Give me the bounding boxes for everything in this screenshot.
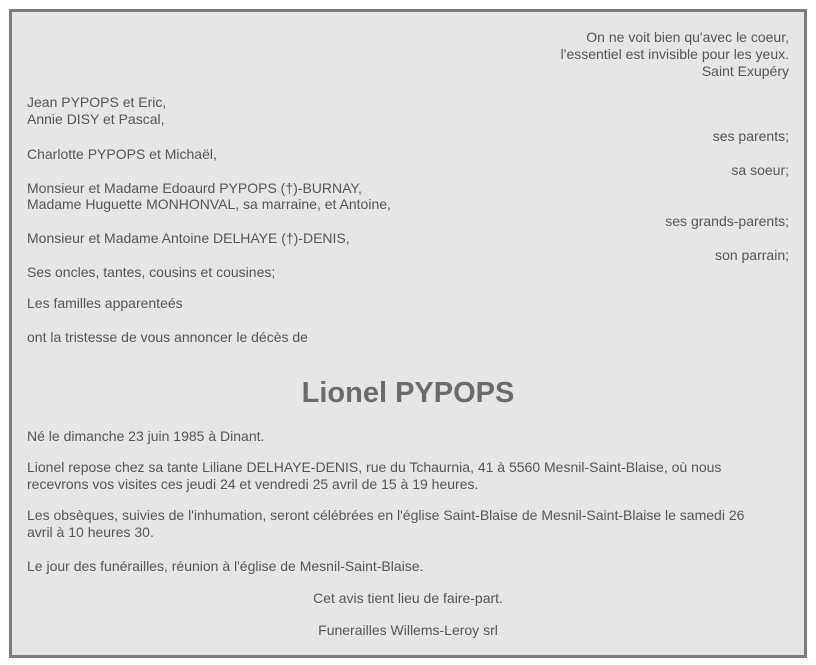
grandparents-role: ses grands-parents; xyxy=(665,213,789,229)
notice-line: Cet avis tient lieu de faire-part. xyxy=(313,590,503,606)
relatives-line: Ses oncles, tantes, cousins et cousines; xyxy=(27,264,276,280)
sister-line: Charlotte PYPOPS et Michaël, xyxy=(27,146,217,162)
rest-line-2: recevrons vos visites ces jeudi 24 et vendredi 25 avril de 15 à 19 heures. xyxy=(27,476,479,492)
quote-line-2: l'essentiel est invisible pour les yeux. xyxy=(560,46,789,62)
parents-line-2: Annie DISY et Pascal, xyxy=(27,111,165,127)
parents-line-1: Jean PYPOPS et Eric, xyxy=(27,94,167,110)
funeral-home-line: Funerailles Willems-Leroy srl xyxy=(318,622,498,638)
grandparents-line-2: Madame Huguette MONHONVAL, sa marraine, et Antoine, xyxy=(27,196,391,212)
godfather-line: Monsieur et Madame Antoine DELHAYE (†)-DENIS, xyxy=(27,230,350,246)
funeral-line-1: Les obsèques, suivies de l'inhumation, seront célébrées en l'église Saint-Blaise de Mesnil-Saint-Blaise le samedi 26 xyxy=(27,507,745,523)
announcement-line: ont la tristesse de vous annoncer le décès de xyxy=(27,329,308,345)
quote-author: Saint Exupéry xyxy=(701,63,789,79)
grandparents-line-1: Monsieur et Madame Edoaurd PYPOPS (†)-BURNAY, xyxy=(27,180,362,196)
quote-line-1: On ne voit bien qu'avec le coeur, xyxy=(586,29,789,45)
obituary-card xyxy=(9,9,807,658)
parents-role: ses parents; xyxy=(712,128,789,144)
funeral-line-2: avril à 10 heures 30. xyxy=(27,524,154,540)
families-line: Les familles apparenteés xyxy=(27,295,183,311)
meeting-line: Le jour des funérailles, réunion à l'église de Mesnil-Saint-Blaise. xyxy=(27,558,424,574)
birth-line: Né le dimanche 23 juin 1985 à Dinant. xyxy=(27,428,265,444)
deceased-name: Lionel PYPOPS xyxy=(301,377,515,409)
godfather-role: son parrain; xyxy=(715,247,789,263)
rest-line-1: Lionel repose chez sa tante Liliane DELHAYE-DENIS, rue du Tchaurnia, 41 à 5560 Mesnil-Saint-Blaise, où nous xyxy=(27,459,722,475)
sister-role: sa soeur; xyxy=(731,162,789,178)
